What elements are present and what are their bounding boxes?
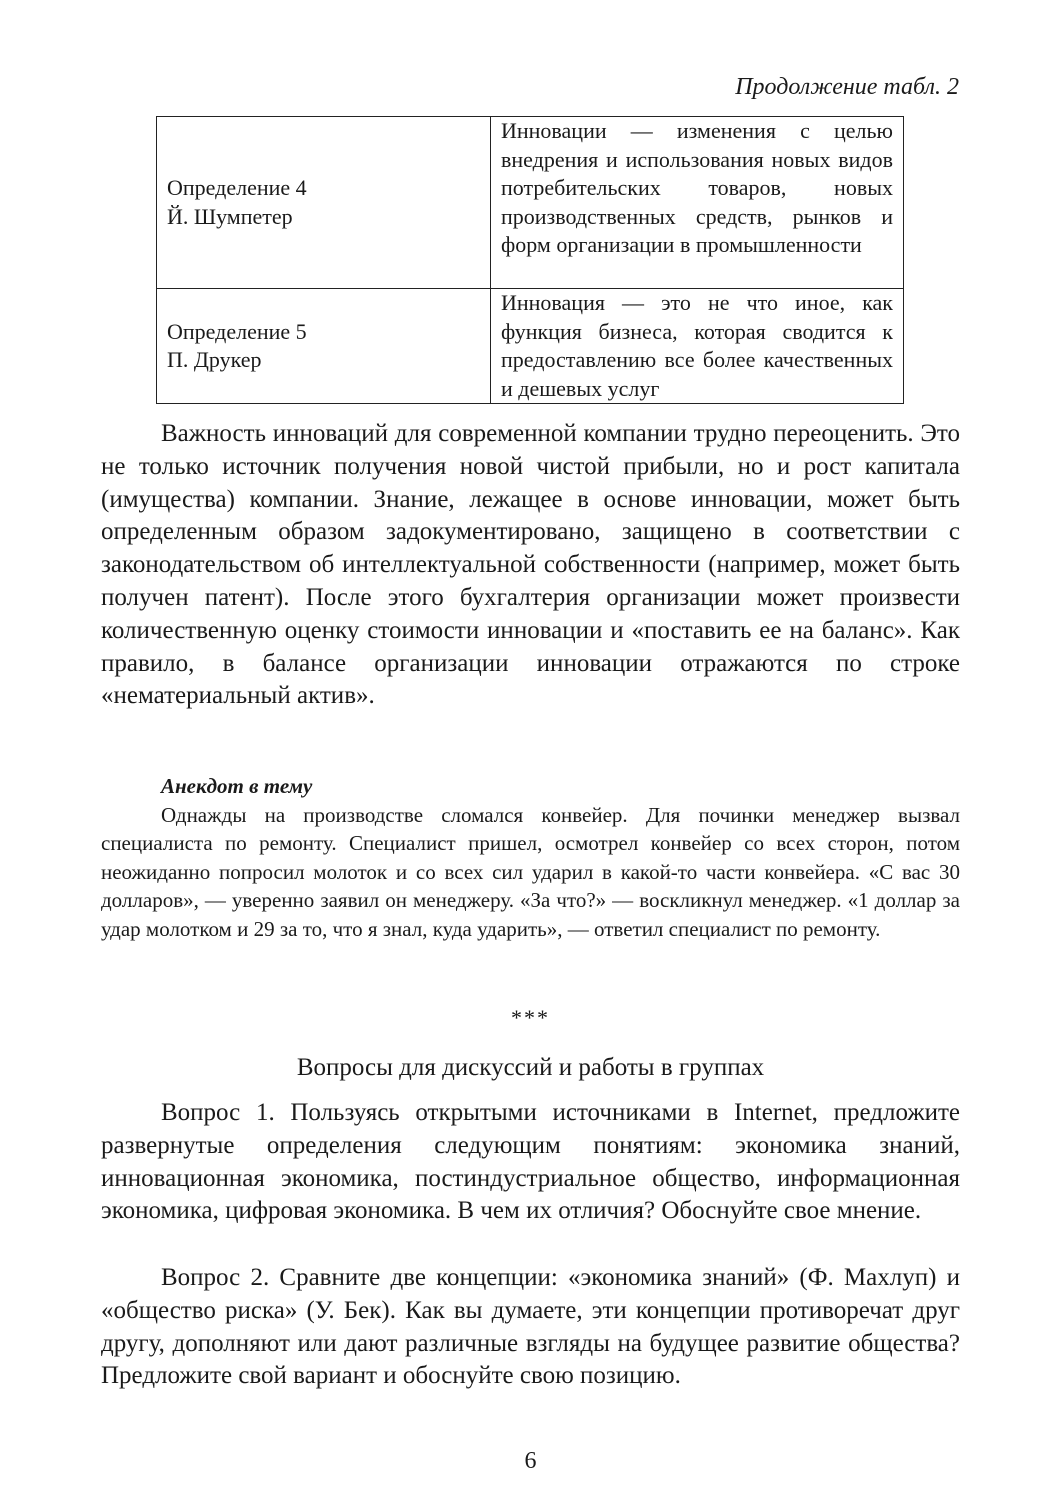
question-1: Вопрос 1. Пользуясь открытыми источниками в Internet, предложите развернутые определения следующим понятиям: экономика знаний, инновационная экономика, постиндустриальное общество, информационная экономика, цифровая экономика. В чем их отличия? Обоснуйте свое мнение. xyxy=(101,1099,960,1225)
table-continuation-label: Продолжение табл. 2 xyxy=(735,74,959,100)
definition-text: Инновация — это не что иное, как функция бизнеса, которая сводится к предоставлению все более качественных и дешевых услуг xyxy=(491,289,904,404)
definition-author: П. Друкер xyxy=(167,347,262,373)
table-row xyxy=(157,289,904,404)
definitions-table xyxy=(156,116,904,404)
definition-number: Определение 4 xyxy=(167,174,307,200)
definition-text: Инновации — изменения с целью внедрения и использования новых видов потребительских товаров, новых производственных средств, рынков и форм организации в промышленности xyxy=(491,117,904,289)
joke-title: Анекдот в тему xyxy=(161,774,313,798)
definition-number: Определение 5 xyxy=(167,318,307,344)
definition-term-cell xyxy=(157,289,491,404)
table-row xyxy=(157,117,904,289)
questions-heading: Вопросы для дискуссий и работы в группах xyxy=(296,1054,765,1081)
joke-block xyxy=(101,772,960,943)
definition-author: Й. Шумпетер xyxy=(167,203,293,229)
definition-term-cell xyxy=(157,117,491,289)
page-number: 6 xyxy=(524,1448,537,1474)
question-2: Вопрос 2. Сравните две концепции: «экономика знаний» (Ф. Махлуп) и «общество риска» (У. Бек). Как вы думаете, эти концепции противоречат друг другу, дополняют или дают различные взгляды на будущее развитие общества? Предложите свой вариант и обоснуйте свою позицию. xyxy=(101,1264,960,1390)
joke-text: Однажды на производстве сломался конвейер. Для починки менеджер вызвал специалиста по ремонту. Специалист пришел, осмотрел конвейер со всех сторон, потом неожиданно попросил молоток и со всех сил ударил в какой-то части конвейера. «С вас 30 долларов», — уверенно заявил он менеджеру. «За что?» — воскликнул менеджер. «1 доллар за удар молотком и 29 за то, что я знал, куда ударить», — ответил специалист по ремонту. xyxy=(101,802,960,941)
body-paragraph: Важность инноваций для современной компании трудно переоценить. Это не только источник получения новой чистой прибыли, но и рост капитала (имущества) компании. Знание, лежащее в основе инновации, может быть определенным образом задокументировано, защищено в соответствии с законодательством об интеллектуальной собственности (например, может быть получен патент). После этого бухгалтерия организации может произвести количественную оценку стоимости инновации и «поставить ее на баланс». Как правило, в балансе организации инновации отражаются по строке «нематериальный актив». xyxy=(101,420,960,710)
section-separator: *** xyxy=(511,1005,550,1030)
